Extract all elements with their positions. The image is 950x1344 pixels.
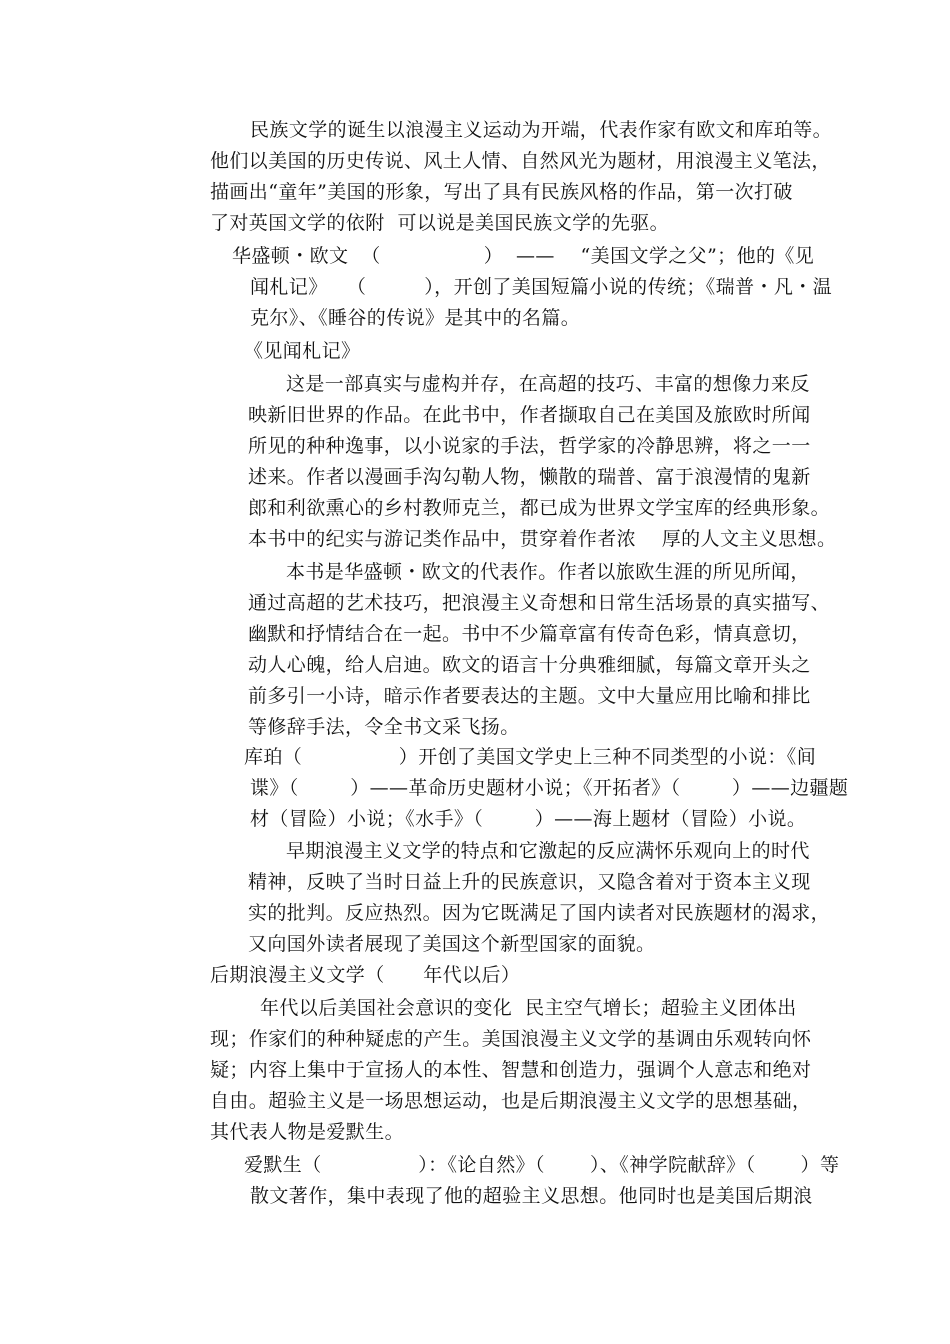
text-line: 闻札记》 （ ），开创了美国短篇小说的传统；《瑞普・凡・温 xyxy=(250,276,833,298)
section-heading: 后期浪漫主义文学（ 年代以后） xyxy=(210,964,521,986)
text-line: 自由。超验主义是一场思想运动，也是后期浪漫主义文学的思想基础， xyxy=(210,1090,812,1112)
text-line: 谍》（ ）——革命历史题材小说；《开拓者》（ ）——边疆题 xyxy=(250,777,849,799)
text-line: 描画出“童年”美国的形象，写出了具有民族风格的作品，第一次打破 xyxy=(210,181,793,203)
text-line: 现；作家们的种种疑虑的产生。美国浪漫主义文学的基调由乐观转向怀 xyxy=(210,1028,812,1050)
text-line: 郎和利欲熏心的乡村教师克兰，都已成为世界文学宝库的经典形象。 xyxy=(248,497,831,519)
text-line: 早期浪漫主义文学的特点和它激起的反应满怀乐观向上的时代 xyxy=(286,840,810,862)
text-line: 映新旧世界的作品。在此书中，作者撷取自己在美国及旅欧时所闻 xyxy=(248,404,811,426)
text-line: 年代以后美国社会意识的变化 民主空气增长；超验主义团体出 xyxy=(260,997,797,1019)
text-line: 又向国外读者展现了美国这个新型国家的面貌。 xyxy=(248,933,656,955)
text-line: 材（冒险）小说；《水手》（ ）——海上题材（冒险）小说。 xyxy=(250,808,807,830)
text-line: 精神，反映了当时日益上升的民族意识，又隐含着对于资本主义现 xyxy=(248,871,811,893)
text-line: 华盛顿・欧文 （ ） —— “美国文学之父”；他的《见 xyxy=(232,245,815,267)
text-line: 散文著作，集中表现了他的超验主义思想。他同时也是美国后期浪 xyxy=(250,1185,813,1207)
text-line: 民族文学的诞生以浪漫主义运动为开端，代表作家有欧文和库珀等。 xyxy=(250,119,833,141)
text-line: 本书是华盛顿・欧文的代表作。作者以旅欧生涯的所见所闻， xyxy=(286,561,810,583)
text-line: 通过高超的艺术技巧，把浪漫主义奇想和日常生活场景的真实描写、 xyxy=(248,592,831,614)
text-line: 这是一部真实与虚构并存，在高超的技巧、丰富的想像力来反 xyxy=(286,373,810,395)
text-line: 幽默和抒情结合在一起。书中不少篇章富有传奇色彩，情真意切， xyxy=(248,623,811,645)
text-line: 其代表人物是爱默生。 xyxy=(210,1121,405,1143)
text-line: 等修辞手法，令全书文采飞扬。 xyxy=(248,716,520,738)
section-title: 《见闻札记》 xyxy=(244,340,361,362)
text-line: 库珀（ ）开创了美国文学史上三种不同类型的小说：《间 xyxy=(244,746,817,768)
text-line: 克尔》、《睡谷的传说》是其中的名篇。 xyxy=(250,307,581,329)
text-line: 了对英国文学的依附 可以说是美国民族文学的先驱。 xyxy=(210,212,670,234)
text-line: 动人心魄，给人启迪。欧文的语言十分典雅细腻，每篇文章开头之 xyxy=(248,654,811,676)
text-line: 本书中的纪实与游记类作品中，贯穿着作者浓 厚的人文主义思想。 xyxy=(248,528,837,550)
text-line: 所见的种种逸事，以小说家的手法，哲学家的冷静思辨，将之一一 xyxy=(248,435,811,457)
text-line: 疑；内容上集中于宣扬人的本性、智慧和创造力，强调个人意志和绝对 xyxy=(210,1059,812,1081)
text-line: 爱默生（ ）：《论自然》（ ）、《神学院献辞》（ ）等 xyxy=(244,1154,840,1176)
text-line: 前多引一小诗，暗示作者要表达的主题。文中大量应用比喻和排比 xyxy=(248,685,811,707)
text-line: 实的批判。反应热烈。因为它既满足了国内读者对民族题材的渴求， xyxy=(248,902,831,924)
text-line: 他们以美国的历史传说、风土人情、自然风光为题材，用浪漫主义笔法， xyxy=(210,150,831,172)
text-line: 述来。作者以漫画手沟勾勒人物，懒散的瑞普、富于浪漫情的鬼新 xyxy=(248,466,811,488)
